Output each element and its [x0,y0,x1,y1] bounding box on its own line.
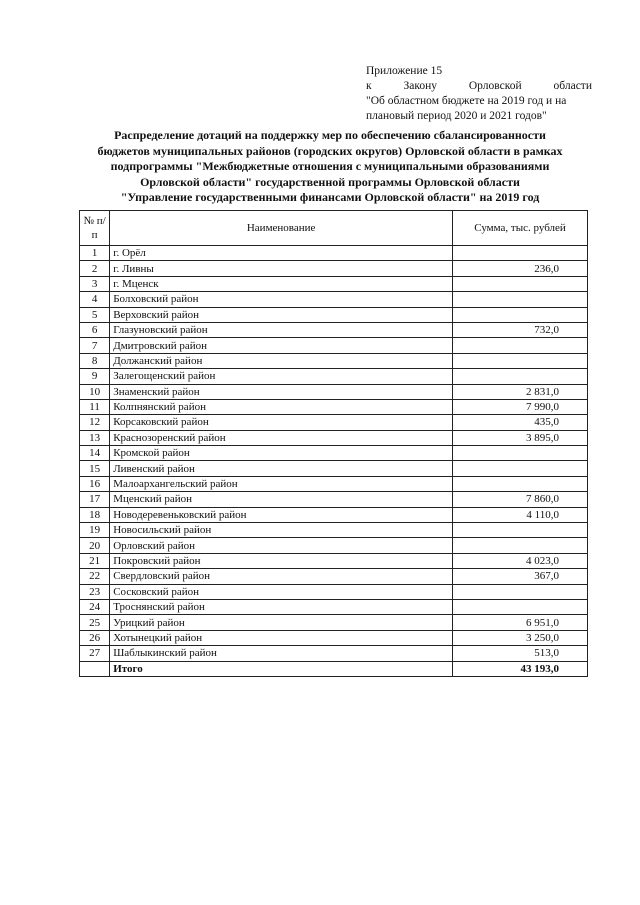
table-row [80,246,588,261]
row-sum [453,353,588,368]
row-sum: 435,0 [453,415,588,430]
row-num: 17 [80,492,110,507]
row-name: Троснянский район [110,599,453,614]
table-row [80,430,588,445]
row-name: Должанский район [110,353,453,368]
table-row [80,261,588,276]
table-row [80,338,588,353]
table-row [80,322,588,337]
table-row [80,584,588,599]
subsidy-table [79,210,588,677]
row-sum [453,476,588,491]
row-sum [453,599,588,614]
row-name: Корсаковский район [110,415,453,430]
row-name: Колпнянский район [110,399,453,414]
row-name: Залегощенский район [110,369,453,384]
table-row [80,569,588,584]
row-name: Шаблыкинский район [110,646,453,661]
table-row [80,646,588,661]
table-row [80,307,588,322]
table-row [80,353,588,368]
row-name: Урицкий район [110,615,453,630]
row-sum [453,276,588,291]
row-num: 7 [80,338,110,353]
row-sum [453,292,588,307]
row-sum [453,338,588,353]
row-sum: 7 860,0 [453,492,588,507]
row-sum: 3 250,0 [453,630,588,645]
table-body [80,246,588,677]
table-row [80,476,588,491]
row-sum: 732,0 [453,322,588,337]
title-line: "Управление государственными финансами Орловской области" на 2019 год [120,190,540,204]
table-row [80,415,588,430]
appendix-word: Закону [403,80,437,92]
row-sum: 4 110,0 [453,507,588,522]
title-line: Распределение дотаций на поддержку мер по обеспечению сбалансированности [114,128,546,142]
row-name: Ливенский район [110,461,453,476]
table-row [80,553,588,568]
table-row [80,292,588,307]
row-num: 20 [80,538,110,553]
row-num: 19 [80,523,110,538]
table-row [80,492,588,507]
row-num: 22 [80,569,110,584]
row-name: Верховский район [110,307,453,322]
row-sum [453,307,588,322]
title-line: бюджетов муниципальных районов (городских округов) Орловской области в рамках [97,143,563,158]
table-row [80,276,588,291]
appendix-word: Орловской [468,80,522,92]
title-line: подпрограммы "Межбюджетные отношения с муниципальными образованиями [110,159,550,173]
appendix-law-title: "Об областном бюджете на 2019 год и на [366,95,567,107]
row-num: 24 [80,599,110,614]
row-num: 9 [80,369,110,384]
row-sum [453,369,588,384]
row-name: Мценский район [110,492,453,507]
row-sum [453,538,588,553]
row-num: 4 [80,292,110,307]
title-line: Орловской области" государственной программы Орловской области [140,174,520,189]
row-sum: 367,0 [453,569,588,584]
appendix-number: Приложение 15 [366,65,443,77]
table-row [80,615,588,630]
appendix-law-reference [366,79,592,94]
table-row [80,384,588,399]
row-num: 15 [80,461,110,476]
row-num: 3 [80,276,110,291]
document-title [70,128,590,206]
table-row [80,630,588,645]
table-header-row [80,211,588,246]
header-sum: Сумма, тыс. рублей [453,211,588,246]
row-name: Покровский район [110,553,453,568]
table-row [80,507,588,522]
row-sum [453,523,588,538]
row-num: 5 [80,307,110,322]
row-name: Кромской район [110,446,453,461]
row-num: 6 [80,322,110,337]
row-num: 12 [80,415,110,430]
table-row [80,599,588,614]
total-num-cell [80,661,110,676]
row-num: 14 [80,446,110,461]
row-num: 27 [80,646,110,661]
table-row [80,538,588,553]
row-num: 25 [80,615,110,630]
table-row [80,446,588,461]
row-name: Сосковский район [110,584,453,599]
row-num: 10 [80,384,110,399]
row-sum [453,461,588,476]
row-name: Новосильский район [110,523,453,538]
row-name: г. Ливны [110,261,453,276]
row-name: Знаменский район [110,384,453,399]
row-name: г. Орёл [110,246,453,261]
row-num: 2 [80,261,110,276]
appendix-word: области [553,80,592,92]
row-name: Свердловский район [110,569,453,584]
table-row [80,461,588,476]
header-num: № п/п [80,211,110,246]
row-sum: 3 895,0 [453,430,588,445]
row-num: 8 [80,353,110,368]
row-name: Краснозоренский район [110,430,453,445]
row-num: 13 [80,430,110,445]
row-sum: 6 951,0 [453,615,588,630]
table-row [80,369,588,384]
row-name: Болховский район [110,292,453,307]
total-sum: 43 193,0 [453,661,588,676]
row-name: Глазуновский район [110,322,453,337]
appendix-law-period: плановый период 2020 и 2021 годов" [366,110,547,122]
row-sum [453,584,588,599]
row-sum [453,246,588,261]
row-name: Орловский район [110,538,453,553]
appendix-word: к [366,80,372,92]
row-num: 23 [80,584,110,599]
row-num: 1 [80,246,110,261]
row-name: Новодеревеньковский район [110,507,453,522]
appendix-note [366,64,592,124]
total-row [80,661,588,676]
table-row [80,523,588,538]
row-sum: 236,0 [453,261,588,276]
row-name: Малоархангельский район [110,476,453,491]
row-sum [453,446,588,461]
row-sum: 513,0 [453,646,588,661]
table-row [80,399,588,414]
row-sum: 2 831,0 [453,384,588,399]
row-name: г. Мценск [110,276,453,291]
row-num: 11 [80,399,110,414]
total-label: Итого [110,661,453,676]
row-num: 21 [80,553,110,568]
row-num: 26 [80,630,110,645]
row-sum: 7 990,0 [453,399,588,414]
header-name: Наименование [110,211,453,246]
row-num: 18 [80,507,110,522]
row-name: Дмитровский район [110,338,453,353]
row-name: Хотынецкий район [110,630,453,645]
row-num: 16 [80,476,110,491]
row-sum: 4 023,0 [453,553,588,568]
